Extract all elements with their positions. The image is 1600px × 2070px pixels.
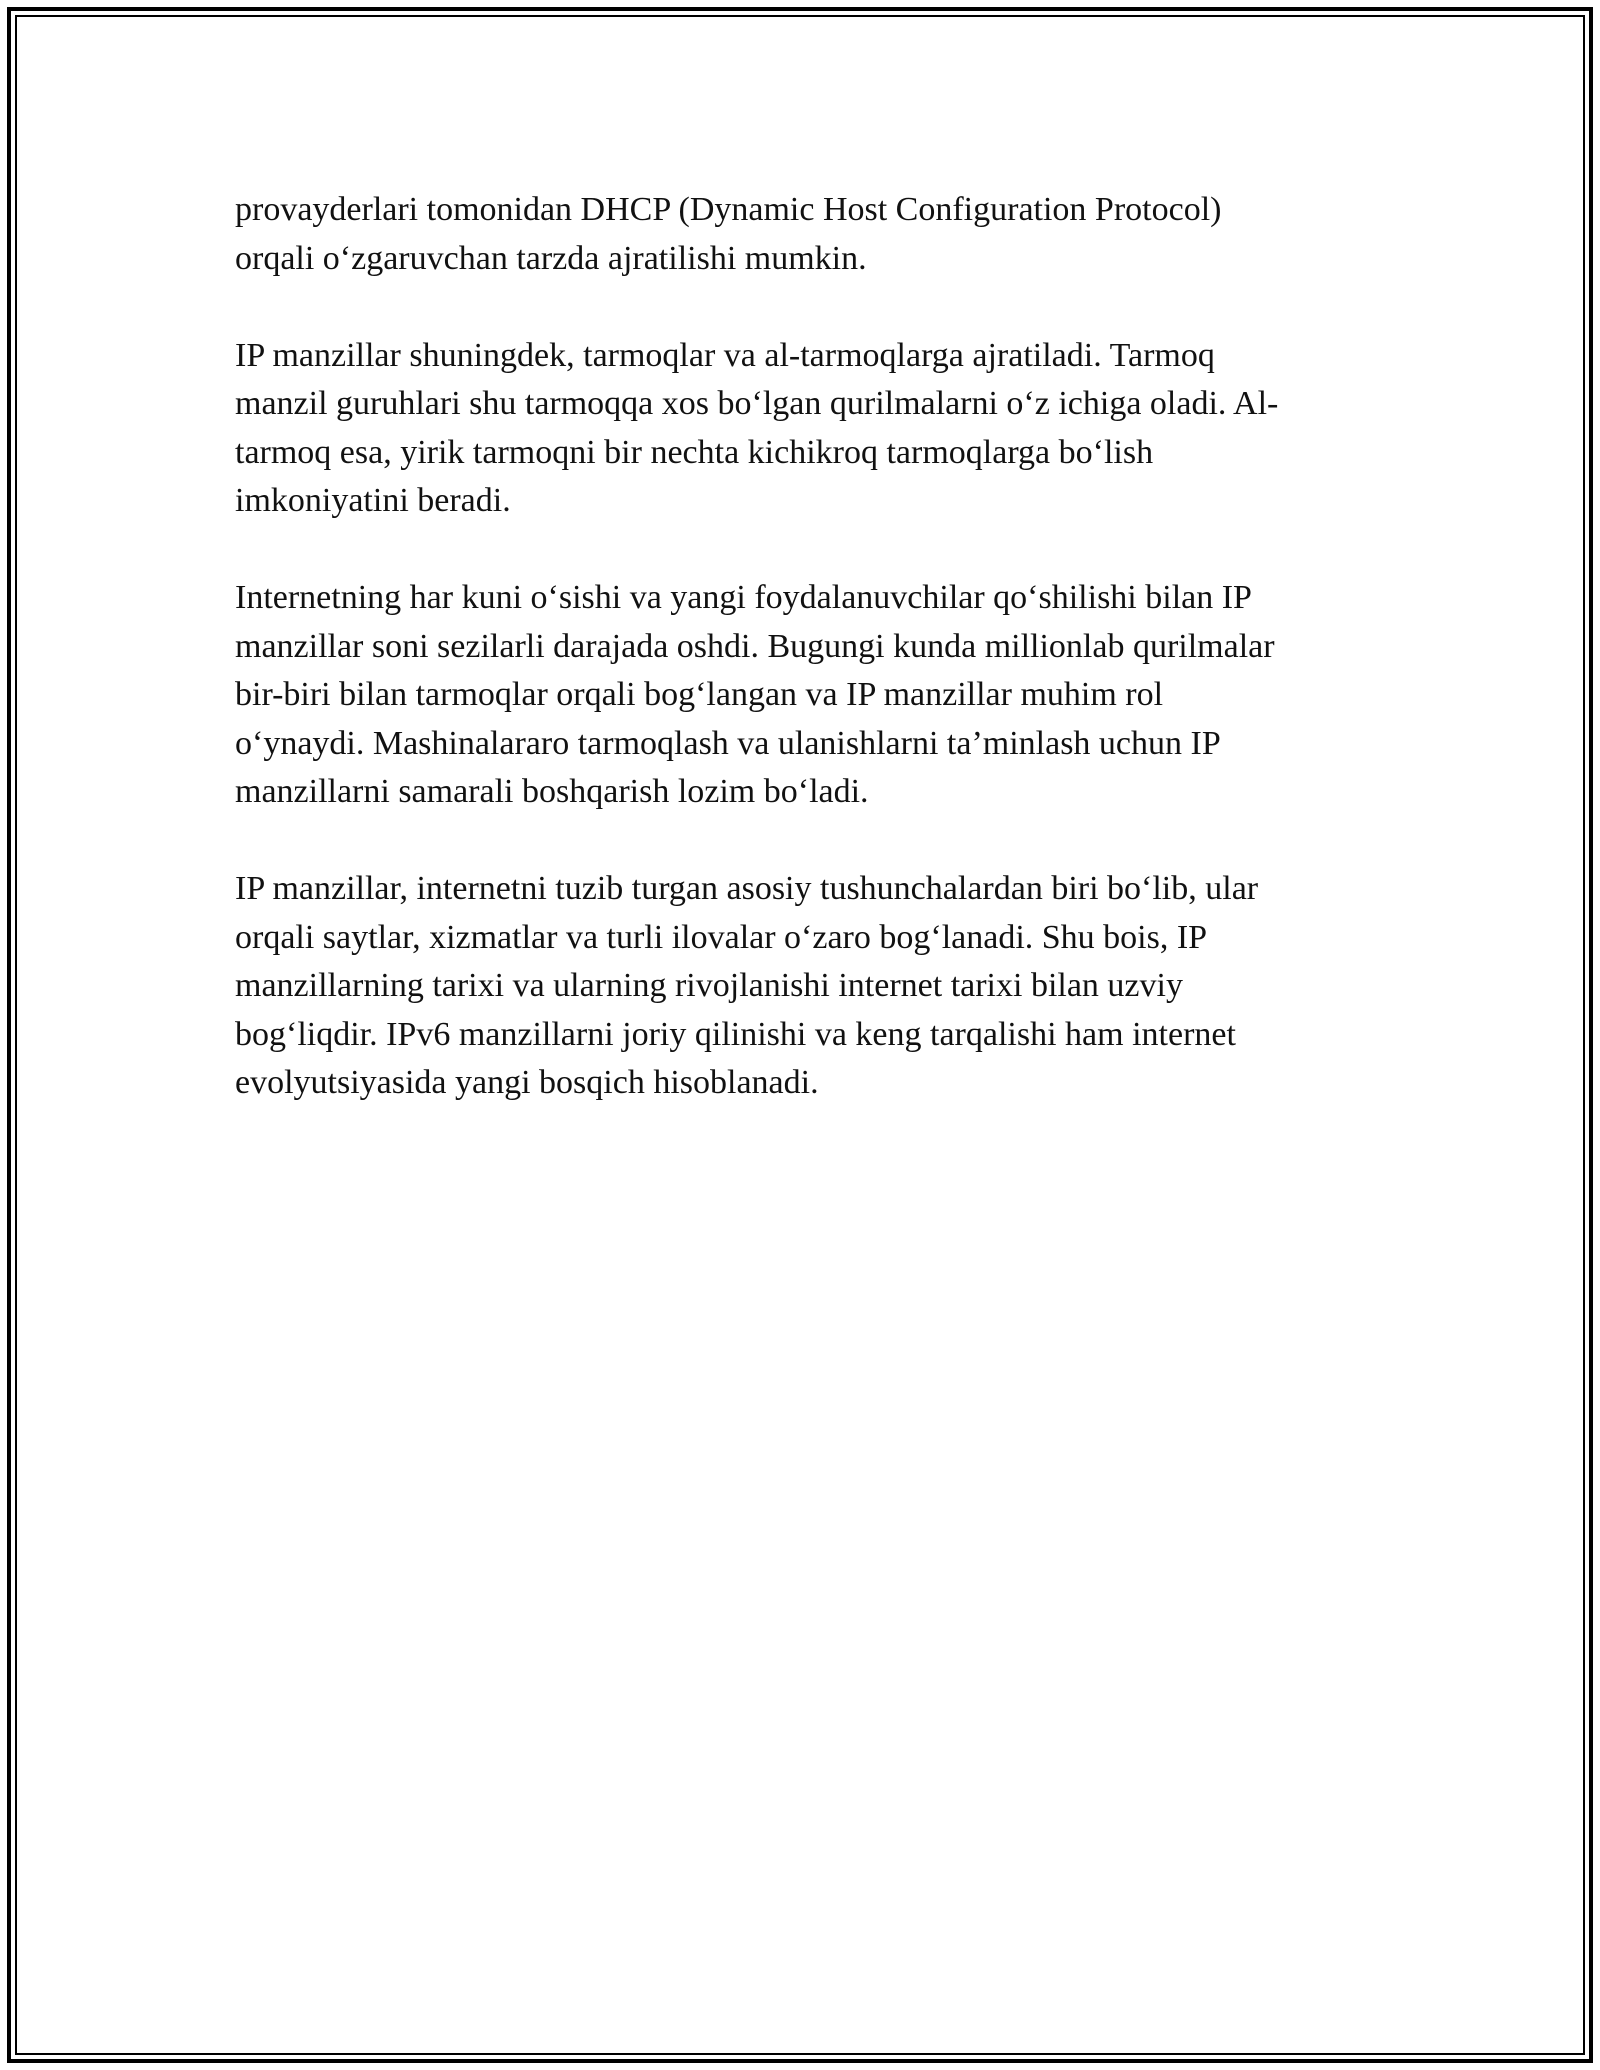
paragraph-3: Internetning har kuni o‘sishi va yangi foydalanuvchilar qo‘shilishi bilan IP manzillar soni sezilarli darajada oshdi. Bugungi kunda millionlab qurilmalar bir-biri bilan tarmoqlar orqali bog‘langan va IP manzillar muhim rol o‘ynaydi. Mashinalararo tarmoqlash va ulanishlarni ta’minlash uchun IP manzillarni samarali boshqarish lozim bo‘ladi. (235, 579, 1275, 810)
paragraph-4: IP manzillar, internetni tuzib turgan asosiy tushunchalardan biri bo‘lib, ular orqali saytlar, xizmatlar va turli ilovalar o‘zaro bog‘lanadi. Shu bois, IP manzillarning tarixi va ularning rivojlanishi internet tarixi bilan uzviy bog‘liqdir. IPv6 manzillarni joriy qilinishi va keng tarqalishi ham internet evolyutsiyasida yangi bosqich hisoblanadi. (235, 870, 1259, 1101)
paragraph-1: provayderlari tomonidan DHCP (Dynamic Host Configuration Protocol) orqali o‘zgaruvchan tarzda ajratilishi mumkin. (235, 191, 1222, 277)
paragraph-2: IP manzillar shuningdek, tarmoqlar va al-tarmoqlarga ajratiladi. Tarmoq manzil guruhlari shu tarmoqqa xos bo‘lgan qurilmalarni o‘z ichiga oladi. Al- tarmoq esa, yirik tarmoqni bir nechta kichikroq tarmoqlarga bo‘lish imkoniyatini beradi. (235, 336, 1279, 519)
document-body (235, 186, 1365, 1156)
